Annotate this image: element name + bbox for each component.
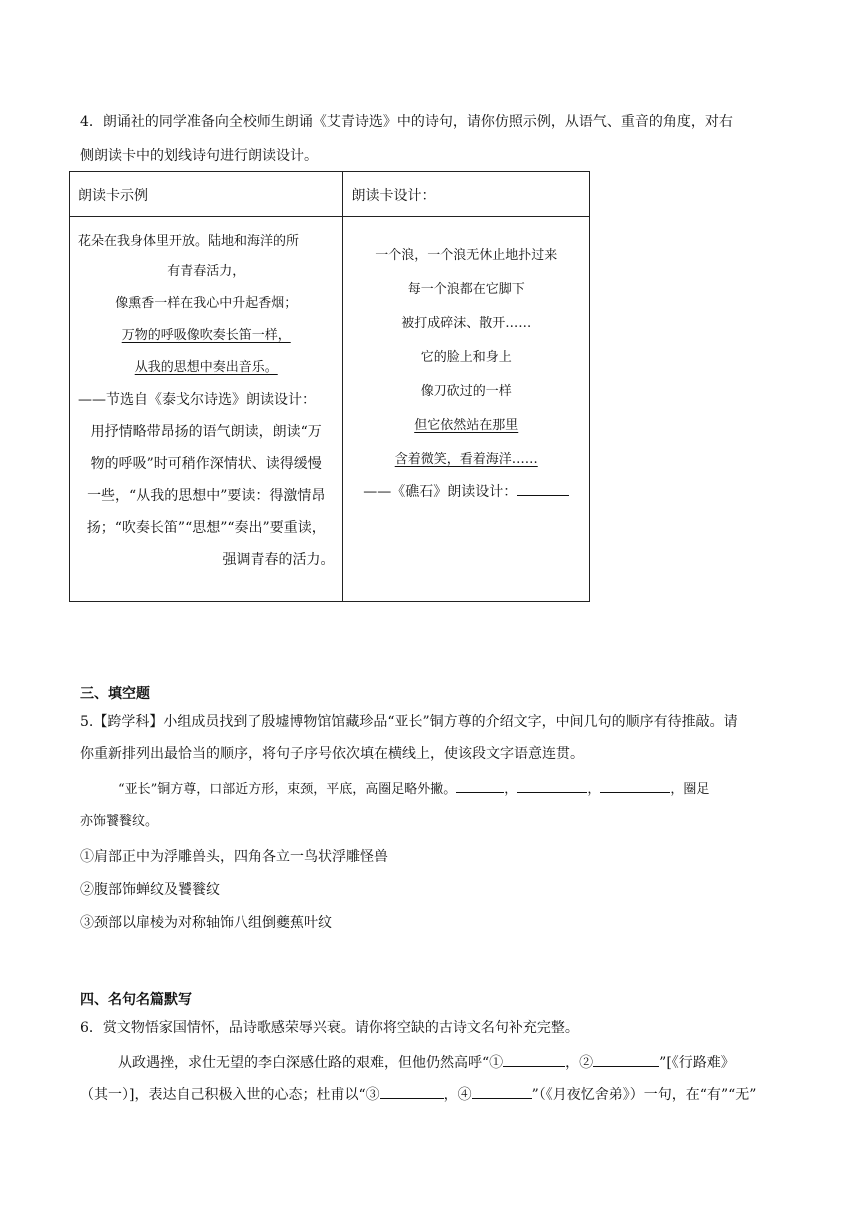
rock-poem-underlined: 含着微笑，看着海洋…… bbox=[394, 452, 538, 467]
rock-poem-underlined: 但它依然站在那里 bbox=[414, 418, 519, 433]
q5-prompt-line1: 5.【跨学科】小组成员找到了殷墟博物馆馆藏珍品“亚长”铜方尊的介绍文字，中间几句的顺序有待推敲。请 bbox=[80, 714, 738, 730]
poem-blank-4[interactable] bbox=[472, 1084, 532, 1099]
q6-text: ”（《月夜忆舍弟》）一句，在“有”“无” bbox=[531, 1087, 757, 1103]
poem-blank-1[interactable] bbox=[503, 1052, 565, 1067]
passage-text: ，圈足 bbox=[670, 782, 710, 797]
q4-prompt-line2: 侧朗读卡中的划线诗句进行朗读设计。 bbox=[80, 148, 318, 164]
example-design-line: 物的呼吸”时可稍作深情状、读得缓慢 bbox=[90, 456, 322, 472]
q4-prompt-line1: 4．朗诵社的同学准备向全校师生朗诵《艾青诗选》中的诗句，请你仿照示例，从语气、重音的角度，对右 bbox=[80, 114, 733, 130]
option-item: ②腹部饰蝉纹及饕餮纹 bbox=[80, 882, 220, 898]
q6-text: ，② bbox=[565, 1055, 594, 1071]
example-poem-underlined: 万物的呼吸像吹奏长笛一样， bbox=[121, 328, 291, 343]
poem-blank-3[interactable] bbox=[380, 1084, 444, 1099]
example-poem-line: 花朵在我身体里开放。陆地和海洋的所 bbox=[78, 234, 300, 249]
rock-source: ——《礁石》朗读设计： bbox=[363, 484, 518, 500]
rock-poem-line: 一个浪，一个浪无休止地扑过来 bbox=[375, 248, 558, 263]
right-header: 朗读卡设计： bbox=[351, 188, 436, 204]
passage-line1 bbox=[118, 778, 709, 800]
poem-blank-2[interactable] bbox=[593, 1052, 659, 1067]
design-answer-blank[interactable] bbox=[517, 481, 569, 496]
order-blank-3[interactable] bbox=[600, 778, 670, 793]
rock-poem-line: 像刀砍过的一样 bbox=[420, 384, 512, 399]
left-header: 朗读卡示例 bbox=[78, 188, 148, 204]
example-design-line: 一些，“从我的思想中”要读：得激情昂 bbox=[87, 488, 326, 504]
passage-line2: 亦饰饕餮纹。 bbox=[80, 814, 159, 829]
reading-card-table bbox=[69, 171, 590, 602]
design-cell bbox=[343, 217, 590, 602]
example-design-line: 强调青春的活力。 bbox=[222, 552, 335, 568]
section4-heading: 四、名句名篇默写 bbox=[80, 992, 192, 1008]
rock-poem-line: 每一个浪都在它脚下 bbox=[407, 282, 525, 297]
example-source: ——节选自《泰戈尔诗选》朗读设计： bbox=[78, 392, 316, 408]
q6-prompt: 6．赏文物悟家国情怀，品诗歌感荣辱兴衰。请你将空缺的古诗文名句补充完整。 bbox=[80, 1020, 579, 1036]
q6-paragraph-line1 bbox=[118, 1052, 735, 1073]
left-header-cell bbox=[70, 172, 343, 217]
q5-prompt-line2: 你重新排列出最恰当的顺序，将句子序号依次填在横线上，使该段文字语意连贯。 bbox=[80, 746, 584, 762]
example-poem-line: 像熏香一样在我心中升起香烟； bbox=[115, 296, 298, 311]
q6-text: ”[《行路难》 bbox=[659, 1055, 735, 1071]
example-design-line: 用抒情略带昂扬的语气朗读，朗读“万 bbox=[90, 424, 322, 440]
separator: ， bbox=[587, 782, 601, 797]
q6-text: （其一）]，表达自己积极入世的心态；杜甫以“③ bbox=[80, 1087, 380, 1103]
example-poem-line: 有青春活力， bbox=[167, 264, 246, 279]
rock-poem-line: 它的脸上和身上 bbox=[420, 350, 512, 365]
option-item: ③颈部以扉棱为对称轴饰八组倒夔蕉叶纹 bbox=[80, 915, 332, 931]
rock-poem-line: 被打成碎沫、散开…… bbox=[401, 316, 532, 331]
section3-heading: 三、填空题 bbox=[80, 686, 150, 702]
separator: ， bbox=[504, 782, 518, 797]
q6-text: 从政遇挫，求仕无望的李白深感仕路的艰难，但他仍然高呼“① bbox=[118, 1055, 504, 1071]
example-poem-underlined: 从我的思想中奏出音乐。 bbox=[134, 360, 278, 375]
example-cell bbox=[70, 217, 343, 602]
q6-text: ，④ bbox=[443, 1087, 472, 1103]
option-item: ①肩部正中为浮雕兽头，四角各立一鸟状浮雕怪兽 bbox=[80, 849, 388, 865]
example-design-line: 扬；“吹奏长笛”“思想”“奏出”要重读， bbox=[86, 520, 326, 536]
order-blank-2[interactable] bbox=[517, 778, 587, 793]
right-header-cell bbox=[343, 172, 590, 217]
q6-paragraph-line2 bbox=[80, 1084, 756, 1105]
passage-text: “亚长”铜方尊，口部近方形，束颈，平底，高圈足略外撇。 bbox=[118, 782, 457, 797]
order-blank-1[interactable] bbox=[456, 778, 504, 793]
